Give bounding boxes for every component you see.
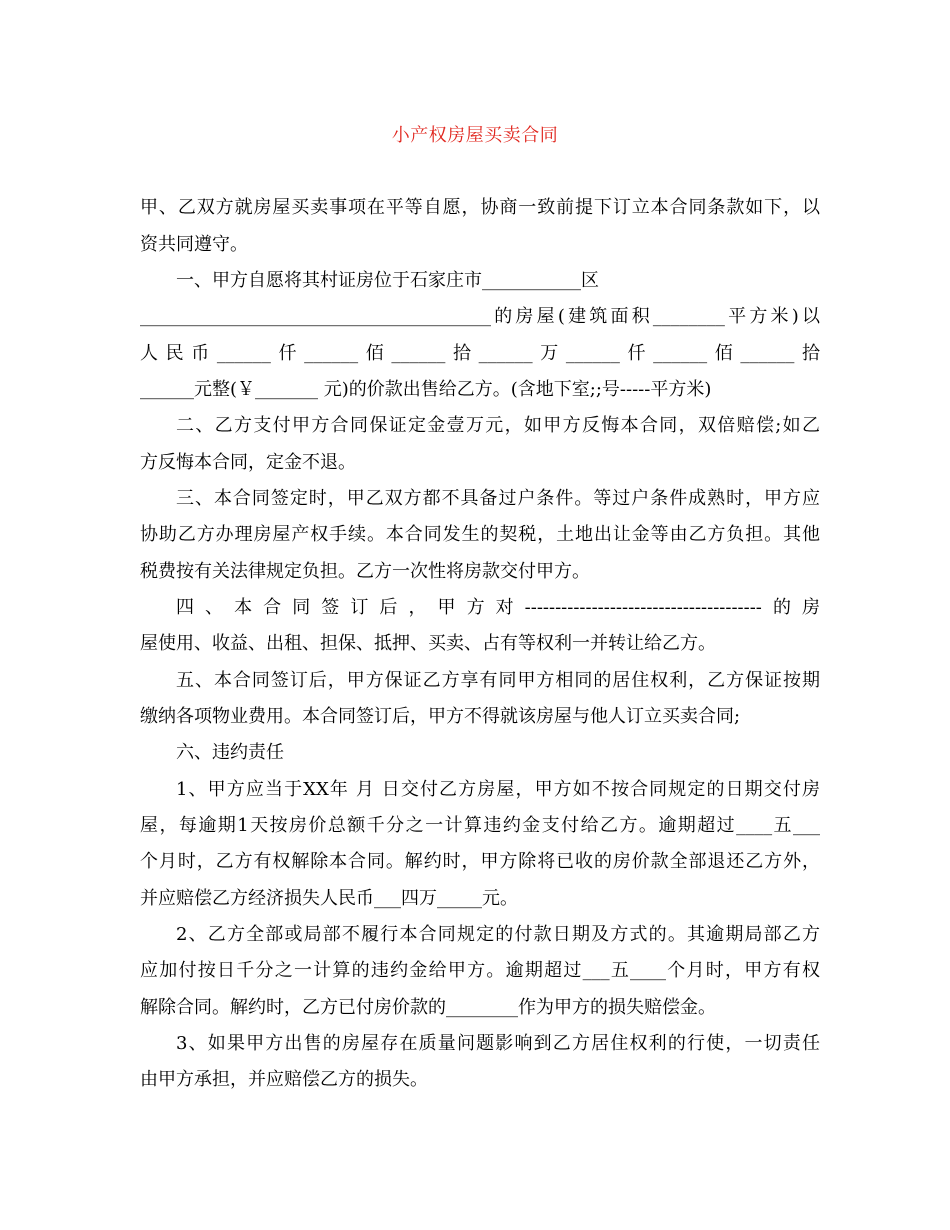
paragraph-line: 3、如果甲方出售的房屋存在质量问题影响到乙方居住权利的行使，一切责任	[176, 1033, 820, 1054]
paragraph-line: 解除合同。解约时，乙方已付房价款的________作为甲方的损失赔偿金。	[140, 997, 716, 1018]
paragraph-line: 四、本合同签订后，甲方对---------------------------------------的房	[176, 597, 820, 618]
paragraph-line: 由甲方承担，并应赔偿乙方的损失。	[140, 1069, 428, 1090]
paragraph-line: 1、甲方应当于XX年 月 日交付乙方房屋，甲方如不按合同规定的日期交付房	[176, 779, 820, 800]
paragraph-line: 资共同遵守。	[140, 234, 248, 255]
paragraph-line: 甲、乙双方就房屋买卖事项在平等自愿，协商一致前提下订立本合同条款如下，以	[140, 197, 820, 218]
paragraph-line: 屋，每逾期1天按房价总额千分之一计算违约金支付给乙方。逾期超过____五___	[140, 815, 820, 836]
paragraph-line: 三、本合同签定时，甲乙双方都不具备过户条件。等过户条件成熟时，甲方应	[176, 488, 820, 509]
paragraph-line: 五、本合同签订后，甲方保证乙方享有同甲方相同的居住权利，乙方保证按期	[176, 670, 820, 691]
paragraph-line: 个月时，乙方有权解除本合同。解约时，甲方除将已收的房价款全部退还乙方外，	[140, 851, 820, 872]
paragraph-line: 应加付按日千分之一计算的违约金给甲方。逾期超过___五____个月时，甲方有权	[140, 960, 820, 981]
paragraph-line: 2、乙方全部或局部不履行本合同规定的付款日期及方式的。其逾期局部乙方	[176, 924, 820, 945]
document-title: 小产权房屋买卖合同	[391, 125, 559, 146]
paragraph-line: 一、甲方自愿将其村证房位于石家庄市___________区	[176, 270, 599, 291]
paragraph-line: 协助乙方办理房屋产权手续。本合同发生的契税，土地出让金等由乙方负担。其他	[140, 524, 820, 545]
paragraph-line: 并应赔偿乙方经济损失人民币___四万_____元。	[140, 888, 518, 909]
paragraph-line: _______________________________________的房屋(建筑面积________平方米)以	[140, 306, 820, 327]
paragraph-line: 缴纳各项物业费用。本合同签订后，甲方不得就该房屋与他人订立买卖合同;	[140, 706, 741, 727]
paragraph-line: 方反悔本合同，定金不退。	[140, 452, 356, 473]
paragraph-line: 二、乙方支付甲方合同保证定金壹万元，如甲方反悔本合同，双倍赔偿;如乙	[176, 415, 820, 436]
paragraph-line: 屋使用、收益、出租、担保、抵押、买卖、占有等权利一并转让给乙方。	[140, 633, 716, 654]
paragraph-line: ______元整(￥_______ 元)的价款出售给乙方。(含地下室;;号-----平方米)	[140, 379, 712, 400]
paragraph-line: 人民币______仟______佰______拾______万______仟______佰______拾	[140, 343, 820, 364]
paragraph-line: 税费按有关法律规定负担。乙方一次性将房款交付甲方。	[140, 561, 590, 582]
section-heading: 六、违约责任	[176, 742, 284, 763]
